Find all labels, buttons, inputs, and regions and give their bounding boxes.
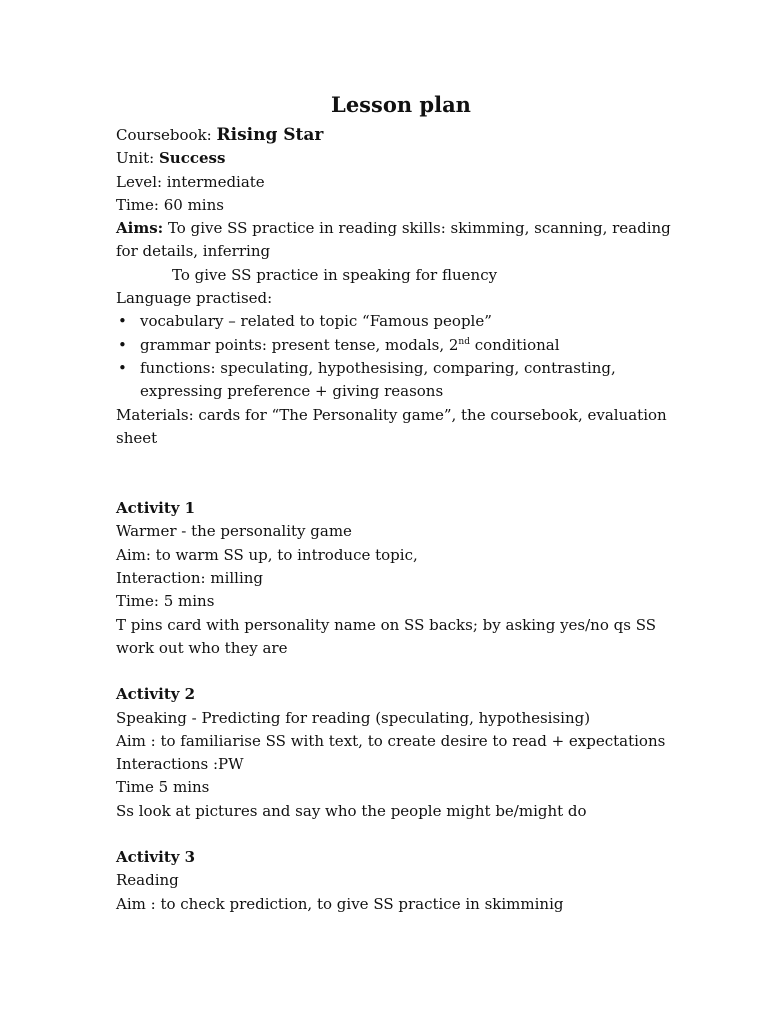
list-item-text: expressing preference + giving reasons xyxy=(140,382,444,401)
coursebook-line xyxy=(116,124,716,147)
list-item-text: functions: speculating, hypothesising, comparing, contrasting, xyxy=(140,358,616,377)
language-list xyxy=(116,310,716,403)
list-item-text: vocabulary – related to topic “Famous people” xyxy=(140,312,492,331)
activity-1-line: T pins card with personality name on SS backs; by asking yes/no qs SS xyxy=(116,615,656,634)
bullet-icon: • xyxy=(118,312,127,331)
spacer xyxy=(116,660,716,683)
list-item xyxy=(116,334,716,357)
activity-2-line: Aim : to familiarise SS with text, to create desire to read + expectations xyxy=(116,731,666,750)
level-line: Level: intermediate xyxy=(116,172,265,191)
list-item-continuation xyxy=(116,380,716,403)
unit-value: Success xyxy=(158,149,226,168)
activity-1-line: Interaction: milling xyxy=(116,569,264,588)
ordinal-superscript: nd xyxy=(458,336,470,347)
list-item xyxy=(116,310,716,333)
aims-label: Aims: xyxy=(116,219,164,238)
materials-line-1: Materials: cards for “The Personality game”, the coursebook, evaluation xyxy=(116,405,667,424)
activity-2-line: Speaking - Predicting for reading (speculating, hypothesising) xyxy=(116,708,591,727)
activity-1-heading: Activity 1 xyxy=(116,499,196,518)
activity-2-heading: Activity 2 xyxy=(116,685,196,704)
activity-1-line: Time: 5 mins xyxy=(116,592,215,611)
activity-2-line: Time 5 mins xyxy=(116,778,210,797)
spacer xyxy=(116,450,716,497)
unit-line xyxy=(116,147,716,170)
activity-2-line: Ss look at pictures and say who the people might be/might do xyxy=(116,801,587,820)
list-item-text-end: conditional xyxy=(469,335,560,354)
page-title: Lesson plan xyxy=(331,92,471,117)
activity-3-line: Aim : to check prediction, to give SS practice in skimminig xyxy=(116,894,564,913)
aims-text-1: To give SS practice in reading skills: skimming, scanning, reading xyxy=(163,219,671,238)
activity-1-line: Warmer - the personality game xyxy=(116,522,352,541)
activity-2-line: Interactions :PW xyxy=(116,755,244,774)
aims-line-2: for details, inferring xyxy=(116,242,271,261)
unit-label: Unit: xyxy=(116,149,159,168)
spacer xyxy=(116,823,716,846)
activity-1-line: work out who they are xyxy=(116,638,288,657)
bullet-icon: • xyxy=(118,358,127,377)
activity-3-heading: Activity 3 xyxy=(116,848,196,867)
materials-line-2: sheet xyxy=(116,428,158,447)
coursebook-value: Rising Star xyxy=(216,125,324,145)
list-item-text: grammar points: present tense, modals, 2 xyxy=(140,335,459,354)
aims-line-1 xyxy=(116,217,716,240)
activity-3-line: Reading xyxy=(116,871,179,890)
time-line: Time: 60 mins xyxy=(116,195,224,214)
activity-1-line: Aim: to warm SS up, to introduce topic, xyxy=(116,545,418,564)
bullet-icon: • xyxy=(118,335,127,354)
language-label: Language practised: xyxy=(116,289,273,308)
list-item xyxy=(116,357,716,380)
coursebook-label: Coursebook: xyxy=(116,126,217,144)
aims-line-3: To give SS practice in speaking for fluency xyxy=(172,265,498,284)
lesson-plan-body xyxy=(116,124,716,916)
